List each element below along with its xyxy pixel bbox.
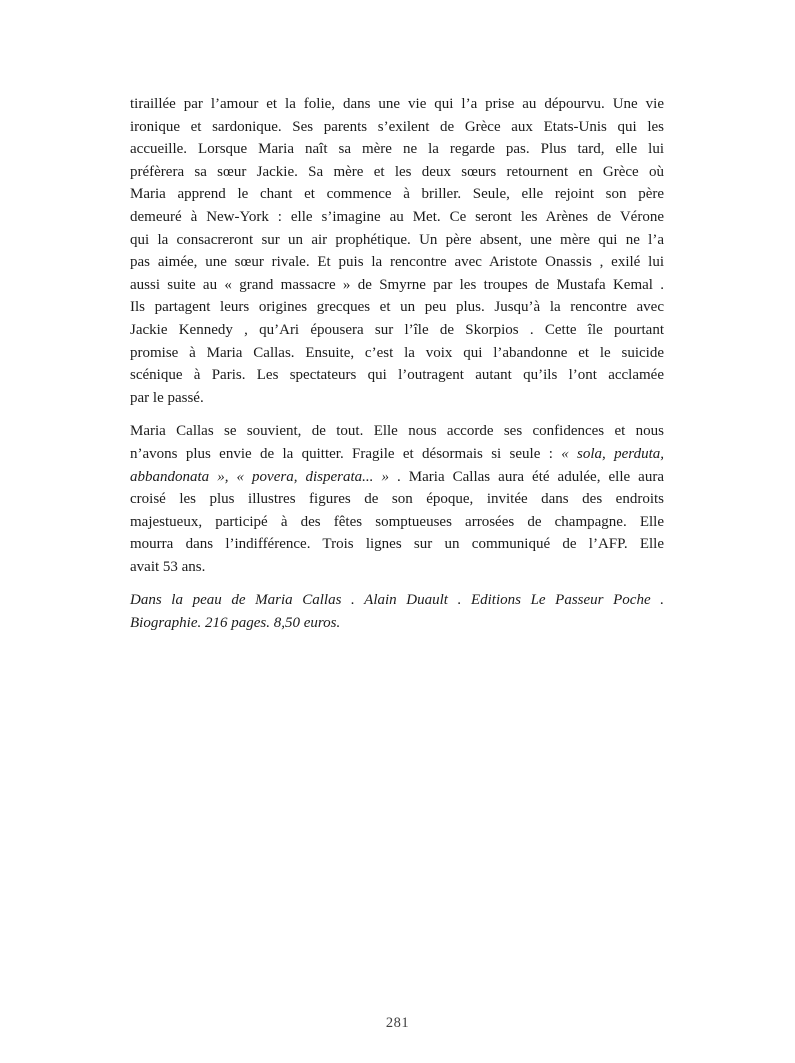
text-line [130,138,664,161]
text-segment: par le passé. [130,389,204,406]
text-line [130,511,664,534]
text-segment: tiraillée par l’amour et la folie, dans une vie qui l’a prise au dépourvu. Une vie [130,96,664,112]
text-segment: n’avons plus envie de la quitter. Fragile et désormais si seule : [130,445,562,462]
text-line [130,488,664,511]
text-line [130,296,664,319]
text-segment: croisé les plus illustres figures de son époque, invitée dans des endroits [130,491,664,508]
text-block [130,93,664,646]
text-line [130,364,664,387]
text-line [130,443,664,466]
paragraph-biography-life [130,93,664,409]
text-line [130,93,664,116]
text-segment: préfèrera sa sœur Jackie. Sa mère et les deux sœurs retournent en Grèce où [130,163,664,180]
text-segment: mourra dans l’indifférence. Trois lignes sur un communiqué de l’AFP. Elle [130,536,664,553]
text-line [130,229,664,252]
text-segment: scénique à Paris. Les spectateurs qui l’outragent autant qu’ils l’ont acclamée [130,367,664,384]
text-segment: . Maria Callas aura été adulée, elle aura [388,468,664,485]
text-segment: accueille. Lorsque Maria naît sa mère ne la regarde pas. Plus tard, elle lui [130,141,664,158]
text-segment: Jackie Kennedy , qu’Ari épousera sur l’île de Skorpios . Cette île pourtant [130,321,664,338]
text-line [130,183,664,206]
text-segment: demeuré à New-York : elle s’imagine au Met. Ce seront les Arènes de Vérone [130,208,664,225]
text-line [130,533,664,556]
italic-text-segment: Dans la peau de Maria Callas . Alain Duault . Editions Le Passeur Poche . [130,592,664,609]
text-line [130,612,664,635]
text-segment: Maria apprend le chant et commence à briller. Seule, elle rejoint son père [130,186,664,203]
text-segment: avait 53 ans. [130,558,206,575]
text-line [130,466,664,489]
text-line [130,206,664,229]
italic-text-segment: abbandonata », « povera, disperata... » [130,468,389,485]
text-line [130,420,664,443]
text-segment: qui la consacreront sur un air prophétique. Un père absent, une mère qui ne l’a [130,231,664,248]
text-segment: ironique et sardonique. Ses parents s’exilent de Grèce aux Etats-Unis qui les [130,118,664,135]
text-line [130,319,664,342]
paragraph-book-reference [130,589,664,634]
paragraph-souvenirs [130,420,664,578]
text-line [130,274,664,297]
text-segment: Ils partagent leurs origines grecques et un peu plus. Jusqu’à la rencontre avec [130,299,664,316]
text-segment: aussi suite au « grand massacre » de Smyrne par les troupes de Mustafa Kemal . [130,276,664,293]
text-segment: pas aimée, une sœur rivale. Et puis la rencontre avec Aristote Onassis , exilé lui [130,254,664,271]
text-line [130,251,664,274]
text-line [130,342,664,365]
page-number: 281 [385,1015,410,1031]
text-line [130,387,664,410]
text-segment: Maria Callas se souvient, de tout. Elle nous accorde ses confidences et nous [130,423,664,440]
text-segment: majestueux, participé à des fêtes somptueuses arrosées de champagne. Elle [130,513,664,530]
text-line [130,116,664,139]
text-line [130,589,664,612]
italic-text-segment: Biographie. 216 pages. 8,50 euros. [130,615,341,632]
text-line [130,161,664,184]
text-line [130,556,664,579]
text-segment: promise à Maria Callas. Ensuite, c’est la voix qui l’abandonne et le suicide [130,344,664,361]
italic-text-segment: « sola, perduta, [561,445,664,462]
